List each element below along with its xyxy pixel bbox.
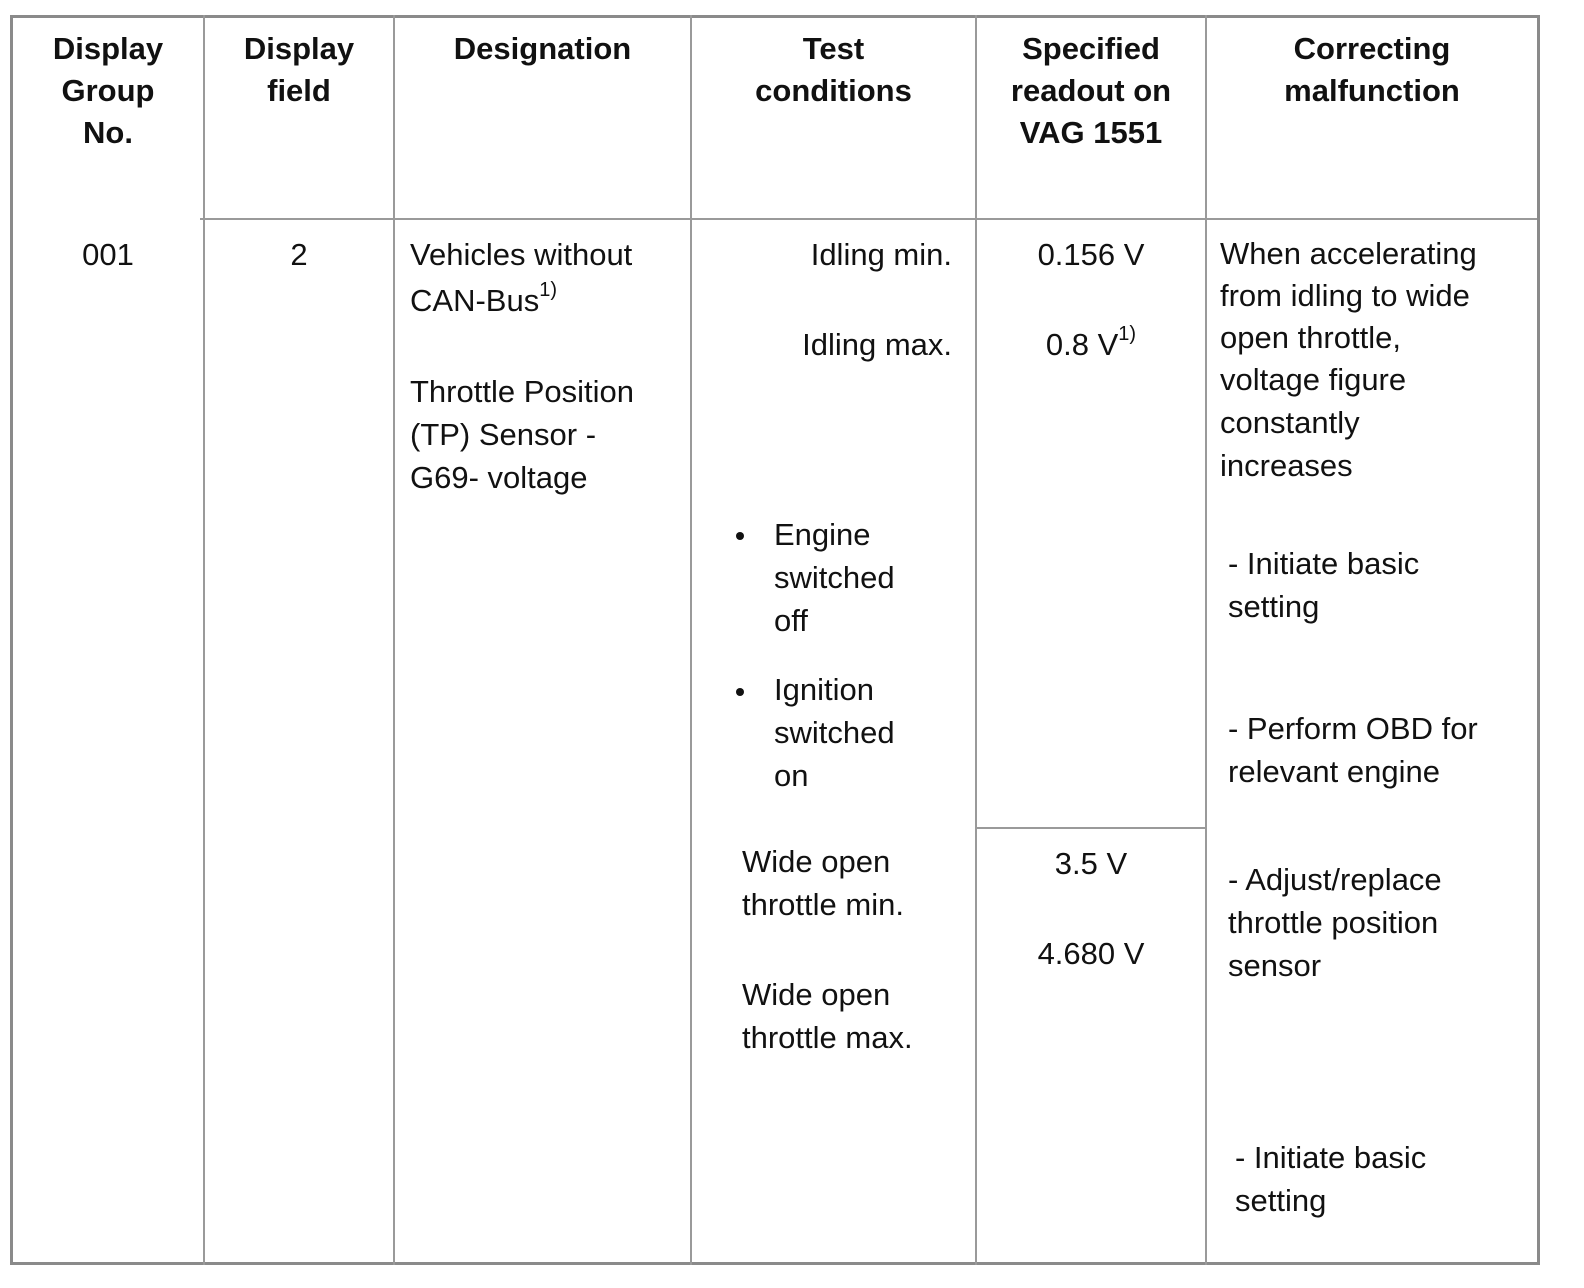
display-group-number: 001 [82,237,134,272]
correcting-intro-line: from idling to wide [1220,278,1470,313]
column-divider [690,15,692,1265]
bullet-icon [736,532,744,540]
correcting-step-line: - Initiate basic [1235,1140,1427,1175]
header-display-field: Display field [243,31,355,108]
footnote-marker: 1) [539,278,557,301]
designation-sensor-line: G69- voltage [410,460,588,495]
correcting-intro-line: increases [1220,448,1353,483]
test-wot-max-line: throttle max. [742,1020,913,1055]
correcting-step-line: relevant engine [1228,754,1440,789]
designation-can-bus: CAN-Bus$^{1)}$ [410,278,557,318]
column-divider [1205,15,1207,1265]
test-idling-min: Idling min. [810,237,952,272]
display-field-number: 2 [290,237,308,272]
header-display-group: Display Group No. [52,31,164,150]
correcting-intro-line: When accelerating [1220,236,1477,271]
column-divider [203,15,205,1265]
header-specified-readout: Specified readout on VAG 1551 [1010,31,1172,150]
column-divider [975,15,977,1265]
header-correcting-malfunction: Correcting malfunction [1284,31,1460,108]
correcting-step-line: - Adjust/replace [1228,862,1442,897]
test-wot-min-line: throttle min. [742,887,904,922]
condition-ignition-line: on [774,758,809,793]
readout-idle-max: 0.8 $V^{1)}$ [1045,322,1137,362]
correcting-step-line: throttle position [1228,905,1439,940]
readout-idle-min: 0.156 V [1037,237,1145,272]
correcting-step-line: setting [1228,589,1320,624]
correcting-step-line: sensor [1228,948,1322,983]
designation-sensor-line: (TP) Sensor - [410,417,597,452]
condition-engine-line: off [774,603,808,638]
correcting-intro-line: voltage figure [1220,362,1407,397]
header-divider [200,218,1537,220]
header-test-conditions: Test conditions [755,31,912,108]
readout-wot-max: 4.680 V [1037,936,1145,971]
column-divider [393,15,395,1265]
condition-ignition-line: switched [774,715,895,750]
test-idling-max: Idling max. [802,327,952,362]
condition-engine-line: switched [774,560,895,595]
condition-engine-line: Engine [774,517,871,552]
test-wot-max-line: Wide open [742,977,891,1012]
test-wot-min-line: Wide open [742,844,891,879]
designation-line: Vehicles without [410,237,633,272]
correcting-intro-line: constantly [1220,405,1360,440]
condition-ignition-line: Ignition [774,672,874,707]
designation-sensor-line: Throttle Position [410,374,634,409]
correcting-step-line: - Initiate basic [1228,546,1420,581]
bullet-icon [736,688,744,696]
footnote-marker: 1) [1118,322,1137,345]
correcting-step-line: setting [1235,1183,1327,1218]
correcting-step-line: - Perform OBD for [1228,711,1478,746]
readout-wot-min: 3.5 V [1054,846,1128,881]
header-designation: Designation [453,31,632,66]
correcting-intro-line: open throttle, [1220,320,1401,355]
readout-divider [977,827,1205,829]
